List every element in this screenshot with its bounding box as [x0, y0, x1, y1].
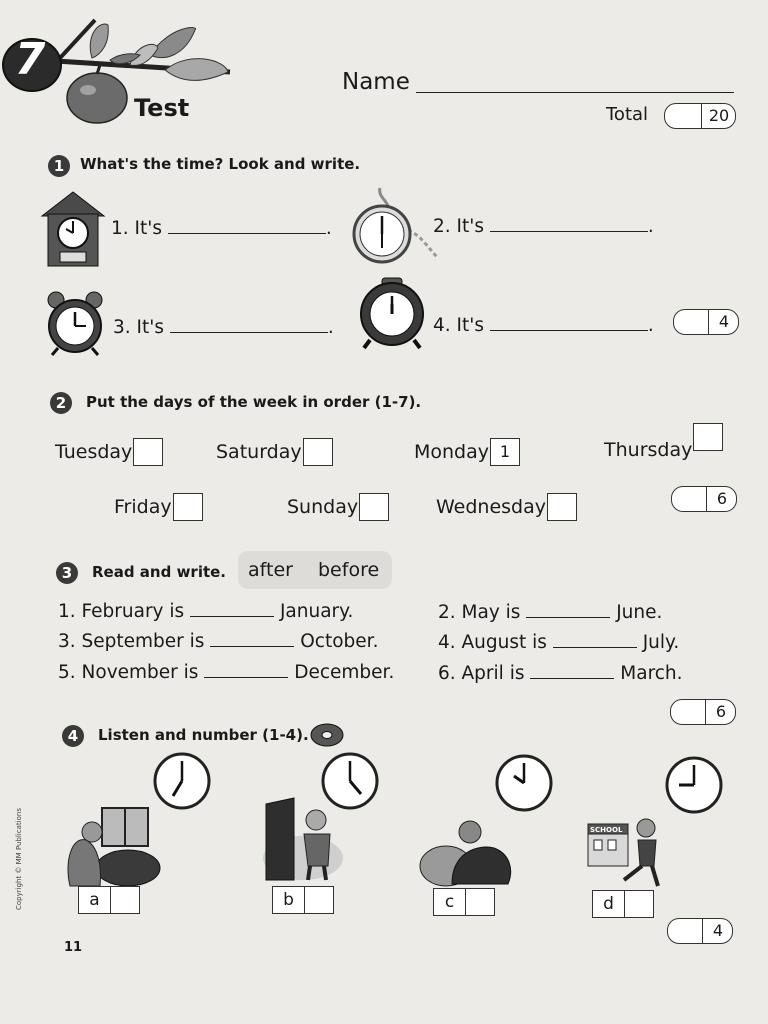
- mantel-clock-icon: [358, 276, 426, 350]
- clock-c-icon: [495, 754, 553, 812]
- cupboard-illustration: [260, 796, 346, 882]
- name-field[interactable]: [416, 92, 734, 93]
- sentence-3: 3. September is October.: [58, 631, 379, 652]
- q3-line: 3. It's .: [113, 317, 334, 338]
- page-title: Test: [134, 94, 190, 122]
- sentence-3-blank[interactable]: [210, 632, 294, 647]
- sentence-1: 1. February is January.: [58, 601, 354, 622]
- name-label: Name: [342, 69, 410, 95]
- day-wednesday: Wednesday: [436, 490, 577, 518]
- sentence-5: 5. November is December.: [58, 662, 395, 683]
- q1-line: 1. It's .: [111, 218, 332, 239]
- day-tuesday-box[interactable]: [133, 438, 163, 466]
- letter-box-c[interactable]: c: [433, 888, 495, 916]
- alarm-clock-icon: [44, 290, 106, 356]
- word-bank: [238, 551, 392, 589]
- q4-line: 4. It's .: [433, 315, 654, 336]
- q3-answer-blank[interactable]: [170, 318, 328, 333]
- q4-answer-blank[interactable]: [490, 316, 648, 331]
- section-1-number: 1: [48, 155, 70, 177]
- day-tuesday: Tuesday: [55, 435, 163, 463]
- copyright-text: Copyright © MM Publications: [15, 807, 23, 911]
- total-score-box[interactable]: [664, 103, 736, 129]
- day-friday: Friday: [114, 490, 203, 518]
- q1-label: 1. It's: [111, 218, 162, 239]
- letter-box-d[interactable]: d: [592, 890, 654, 918]
- sentence-4: 4. August is July.: [438, 632, 680, 653]
- section-3-number: 3: [56, 562, 78, 584]
- sentence-4-blank[interactable]: [553, 633, 637, 648]
- q1-answer-blank[interactable]: [168, 219, 326, 234]
- day-thursday: Thursday: [604, 433, 723, 461]
- total-max: 20: [708, 106, 730, 125]
- section-2-score-max: 6: [716, 489, 728, 508]
- clock-a-icon: [153, 752, 211, 810]
- q2-answer-blank[interactable]: [490, 217, 648, 232]
- section-1-score-box[interactable]: [673, 309, 739, 335]
- word-bank-after: after: [248, 559, 293, 581]
- day-wednesday-box[interactable]: [547, 493, 577, 521]
- page-number: 11: [64, 940, 83, 955]
- day-saturday-box[interactable]: [303, 438, 333, 466]
- section-4-score-box[interactable]: [667, 918, 733, 944]
- school-illustration: [584, 814, 670, 890]
- day-sunday: Sunday: [287, 490, 389, 518]
- section-2-title: Put the days of the week in order (1-7).: [86, 393, 422, 411]
- section-4-number: 4: [62, 725, 84, 747]
- school-sign: SCHOOL: [590, 826, 623, 834]
- day-monday-box[interactable]: 1: [490, 438, 520, 466]
- cd-audio-icon[interactable]: [310, 722, 344, 748]
- sentence-2: 2. May is June.: [438, 602, 663, 623]
- section-3-score-max: 6: [715, 702, 727, 721]
- section-2-number: 2: [50, 392, 72, 414]
- section-3-title: Read and write.: [92, 563, 227, 581]
- letter-box-b[interactable]: b: [272, 886, 334, 914]
- q3-label: 3. It's: [113, 317, 164, 338]
- q2-line: 2. It's .: [433, 216, 654, 237]
- section-1-score-max: 4: [718, 312, 730, 331]
- letter-box-a[interactable]: a: [78, 886, 140, 914]
- cuckoo-clock-icon: [40, 190, 106, 270]
- day-sunday-box[interactable]: [359, 493, 389, 521]
- unit-number: 7: [14, 34, 46, 85]
- section-1-title: What's the time? Look and write.: [80, 155, 361, 173]
- sentence-2-blank[interactable]: [526, 603, 610, 618]
- sentence-1-blank[interactable]: [190, 602, 274, 617]
- total-label: Total: [606, 104, 649, 125]
- clock-d-icon: [665, 756, 723, 814]
- section-3-score-box[interactable]: [670, 699, 736, 725]
- section-4-title: Listen and number (1-4).: [98, 726, 309, 744]
- day-thursday-box[interactable]: [693, 423, 723, 451]
- sentence-6: 6. April is March.: [438, 663, 683, 684]
- section-4-score-max: 4: [712, 921, 724, 940]
- day-friday-box[interactable]: [173, 493, 203, 521]
- section-2-score-box[interactable]: [671, 486, 737, 512]
- day-monday: Monday 1: [414, 435, 520, 463]
- sleeping-illustration: [418, 818, 516, 888]
- waking-up-illustration: [62, 806, 162, 888]
- q4-label: 4. It's: [433, 315, 484, 336]
- pocket-watch-icon: [350, 186, 442, 266]
- sentence-5-blank[interactable]: [204, 663, 288, 678]
- sentence-6-blank[interactable]: [530, 664, 614, 679]
- word-bank-before: before: [318, 559, 380, 581]
- q2-label: 2. It's: [433, 216, 484, 237]
- day-saturday: Saturday: [216, 435, 333, 463]
